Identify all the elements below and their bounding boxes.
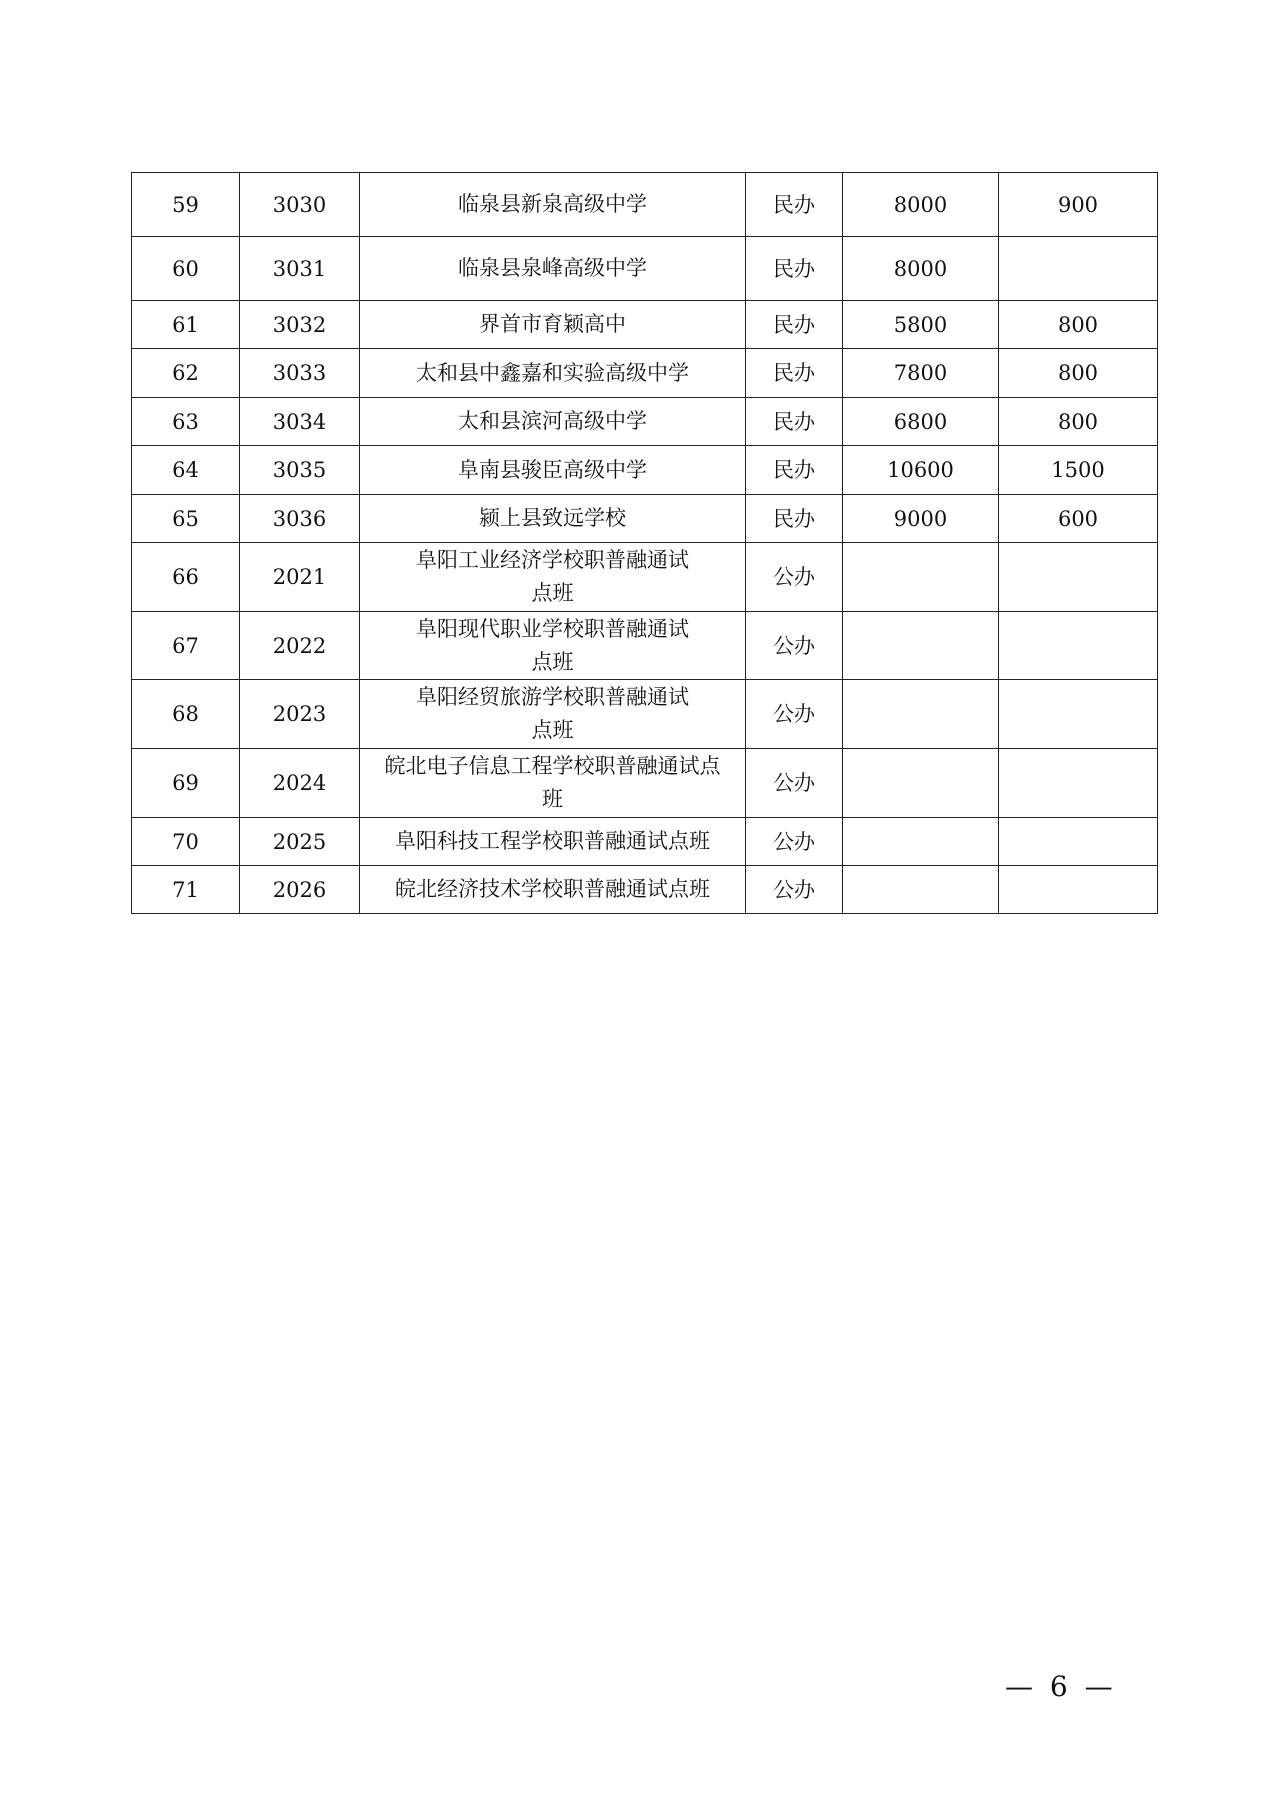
fee-1 <box>843 680 999 749</box>
school-code: 2023 <box>240 680 360 749</box>
row-number: 60 <box>132 237 240 301</box>
school-type: 民办 <box>746 301 843 349</box>
fee-2 <box>999 543 1158 612</box>
row-number: 61 <box>132 301 240 349</box>
fee-1: 9000 <box>843 495 999 543</box>
school-type: 公办 <box>746 680 843 749</box>
table-row <box>132 301 1158 349</box>
school-code: 3030 <box>240 173 360 237</box>
school-name: 阜阳科技工程学校职普融通试点班 <box>360 818 746 866</box>
school-type: 公办 <box>746 818 843 866</box>
school-name: 皖北经济技术学校职普融通试点班 <box>360 866 746 914</box>
row-number: 69 <box>132 749 240 818</box>
school-code: 2021 <box>240 543 360 612</box>
row-number: 63 <box>132 398 240 446</box>
fee-2 <box>999 237 1158 301</box>
fee-2: 1500 <box>999 446 1158 495</box>
school-name: 阜阳经贸旅游学校职普融通试点班 <box>360 680 746 749</box>
school-name: 临泉县泉峰高级中学 <box>360 237 746 301</box>
row-number: 66 <box>132 543 240 612</box>
fee-1 <box>843 612 999 680</box>
fee-1 <box>843 818 999 866</box>
school-name: 颍上县致远学校 <box>360 495 746 543</box>
table-row <box>132 237 1158 301</box>
fee-2: 800 <box>999 301 1158 349</box>
fee-2: 800 <box>999 349 1158 398</box>
row-number: 67 <box>132 612 240 680</box>
school-name: 临泉县新泉高级中学 <box>360 173 746 237</box>
table-row <box>132 495 1158 543</box>
school-code: 2026 <box>240 866 360 914</box>
school-code: 3035 <box>240 446 360 495</box>
fee-2: 600 <box>999 495 1158 543</box>
school-name: 阜阳现代职业学校职普融通试点班 <box>360 612 746 680</box>
school-type: 公办 <box>746 749 843 818</box>
school-name: 太和县中鑫嘉和实验高级中学 <box>360 349 746 398</box>
table-row <box>132 866 1158 914</box>
school-name: 阜南县骏臣高级中学 <box>360 446 746 495</box>
school-code: 3034 <box>240 398 360 446</box>
school-code: 3031 <box>240 237 360 301</box>
fee-2 <box>999 818 1158 866</box>
fee-1: 6800 <box>843 398 999 446</box>
fee-1 <box>843 543 999 612</box>
school-type: 民办 <box>746 495 843 543</box>
page-number: — 6 — <box>1005 1670 1117 1703</box>
fee-1: 8000 <box>843 173 999 237</box>
row-number: 64 <box>132 446 240 495</box>
fee-2 <box>999 612 1158 680</box>
school-table <box>131 172 1158 914</box>
school-name: 阜阳工业经济学校职普融通试点班 <box>360 543 746 612</box>
school-type: 民办 <box>746 349 843 398</box>
school-type: 民办 <box>746 398 843 446</box>
fee-2 <box>999 680 1158 749</box>
fee-2: 900 <box>999 173 1158 237</box>
school-name: 太和县滨河高级中学 <box>360 398 746 446</box>
school-name: 界首市育颖高中 <box>360 301 746 349</box>
school-type: 民办 <box>746 446 843 495</box>
fee-2 <box>999 749 1158 818</box>
school-type: 民办 <box>746 173 843 237</box>
fee-1: 8000 <box>843 237 999 301</box>
fee-1 <box>843 866 999 914</box>
table-row <box>132 446 1158 495</box>
fee-1: 10600 <box>843 446 999 495</box>
row-number: 71 <box>132 866 240 914</box>
school-code: 3032 <box>240 301 360 349</box>
school-type: 公办 <box>746 543 843 612</box>
row-number: 62 <box>132 349 240 398</box>
table-row <box>132 543 1158 612</box>
table-row <box>132 349 1158 398</box>
row-number: 68 <box>132 680 240 749</box>
row-number: 65 <box>132 495 240 543</box>
table-row <box>132 398 1158 446</box>
school-type: 公办 <box>746 612 843 680</box>
school-code: 2024 <box>240 749 360 818</box>
fee-1: 7800 <box>843 349 999 398</box>
school-code: 3033 <box>240 349 360 398</box>
school-code: 3036 <box>240 495 360 543</box>
school-name: 皖北电子信息工程学校职普融通试点班 <box>360 749 746 818</box>
school-type: 公办 <box>746 866 843 914</box>
fee-2 <box>999 866 1158 914</box>
table-row <box>132 680 1158 749</box>
fee-1 <box>843 749 999 818</box>
row-number: 70 <box>132 818 240 866</box>
fee-2: 800 <box>999 398 1158 446</box>
table-row <box>132 612 1158 680</box>
row-number: 59 <box>132 173 240 237</box>
fee-1: 5800 <box>843 301 999 349</box>
school-code: 2022 <box>240 612 360 680</box>
school-type: 民办 <box>746 237 843 301</box>
table-row <box>132 818 1158 866</box>
school-code: 2025 <box>240 818 360 866</box>
table-row <box>132 749 1158 818</box>
table-row <box>132 173 1158 237</box>
